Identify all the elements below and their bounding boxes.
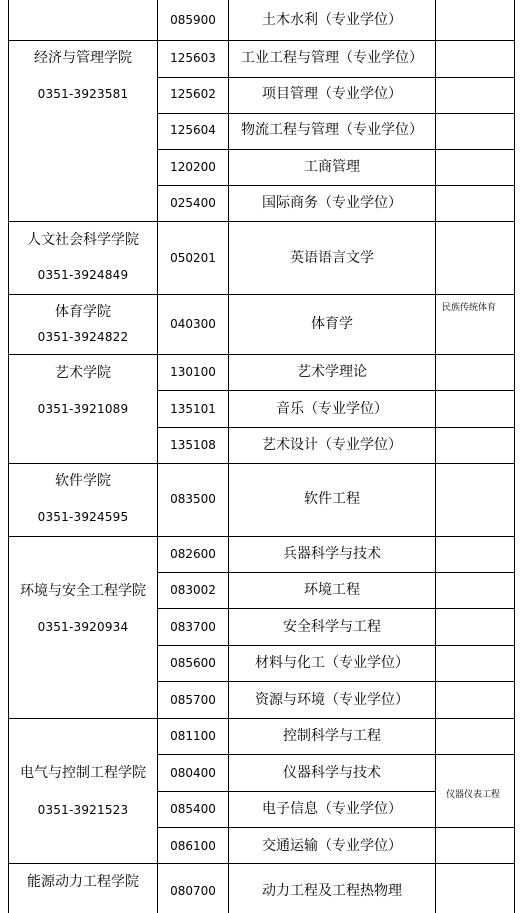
program-name: 兵器科学与技术	[283, 546, 381, 562]
program-code: 125603	[170, 51, 216, 65]
program-name: 软件工程	[304, 491, 360, 507]
program-code: 085600	[170, 656, 216, 670]
college-phone: 0351-3920934	[37, 620, 129, 634]
program-name: 工业工程与管理（专业学位）	[241, 50, 423, 66]
college-name: 经济与管理学院	[34, 50, 132, 66]
program-name: 艺术设计（专业学位）	[262, 437, 402, 453]
program-code: 085400	[170, 802, 216, 816]
college-name: 体育学院	[55, 304, 111, 320]
program-code: 050201	[170, 251, 216, 265]
program-note: 民族传统体育	[442, 303, 497, 313]
program-name: 安全科学与工程	[283, 619, 381, 635]
program-code: 085900	[170, 13, 216, 27]
program-note: 仪器仪表工程	[446, 790, 501, 800]
program-code: 125604	[170, 123, 216, 137]
program-code: 025400	[170, 196, 216, 210]
college-name: 能源动力工程学院	[27, 874, 139, 890]
program-name: 材料与化工（专业学位）	[255, 655, 409, 671]
program-name: 土木水利（专业学位）	[262, 12, 402, 28]
program-name: 音乐（专业学位）	[276, 401, 388, 417]
program-code: 130100	[170, 365, 216, 379]
college-name: 环境与安全工程学院	[20, 583, 146, 599]
program-name: 交通运输（专业学位）	[262, 838, 402, 854]
program-name: 项目管理（专业学位）	[262, 86, 402, 102]
program-code: 080700	[170, 884, 216, 898]
college-phone: 0351-3923581	[37, 87, 129, 101]
college-phone: 0351-3924849	[37, 268, 129, 282]
program-code: 080400	[170, 766, 216, 780]
program-name: 物流工程与管理（专业学位）	[241, 122, 423, 138]
college-phone: 0351-3921089	[37, 402, 129, 416]
program-code: 135101	[170, 402, 216, 416]
college-name: 艺术学院	[55, 365, 111, 381]
program-code: 083002	[170, 583, 216, 597]
college-name: 软件学院	[55, 473, 111, 489]
program-code: 085700	[170, 693, 216, 707]
program-code: 135108	[170, 438, 216, 452]
college-phone: 0351-3924822	[37, 330, 129, 344]
program-name: 国际商务（专业学位）	[262, 195, 402, 211]
program-code: 125602	[170, 87, 216, 101]
program-name: 动力工程及工程热物理	[262, 883, 402, 899]
program-name: 艺术学理论	[297, 364, 367, 380]
program-code: 120200	[170, 160, 216, 174]
program-name: 电子信息（专业学位）	[262, 801, 402, 817]
program-code: 040300	[170, 317, 216, 331]
program-name: 资源与环境（专业学位）	[255, 692, 409, 708]
college-phone: 0351-3924595	[37, 510, 129, 524]
program-name: 英语语言文学	[290, 250, 374, 266]
program-code: 083500	[170, 492, 216, 506]
college-name: 人文社会科学学院	[27, 232, 139, 248]
program-name: 仪器科学与技术	[283, 765, 381, 781]
program-name: 体育学	[311, 316, 353, 332]
college-phone: 0351-3921523	[37, 803, 129, 817]
program-code: 086100	[170, 839, 216, 853]
program-name: 环境工程	[304, 582, 360, 598]
college-name: 电气与控制工程学院	[20, 765, 146, 781]
program-code: 081100	[170, 729, 216, 743]
program-code: 082600	[170, 547, 216, 561]
program-code: 083700	[170, 620, 216, 634]
program-name: 工商管理	[304, 159, 360, 175]
program-name: 控制科学与工程	[283, 728, 381, 744]
